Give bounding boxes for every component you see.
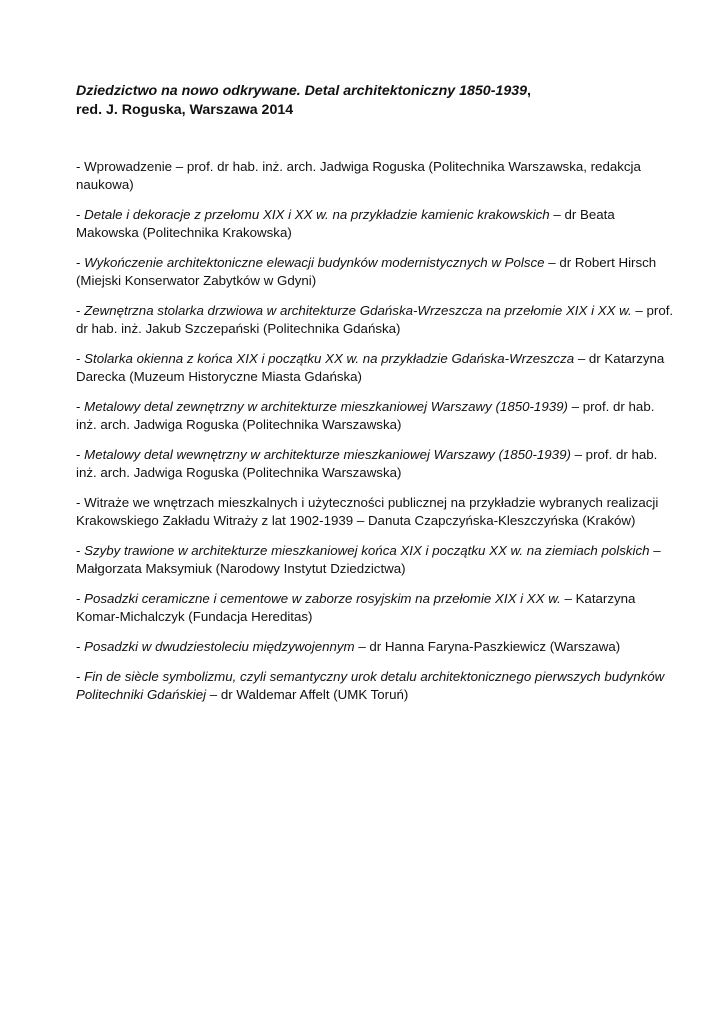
- author-affiliation: – prof. dr hab. inż. arch. Jadwiga Roguska (Politechnika Warszawska): [76, 399, 655, 432]
- list-item: [76, 206, 676, 242]
- list-item: [76, 668, 676, 704]
- work-title: Metalowy detal wewnętrzny w architekturze mieszkaniowej Warszawy (1850-1939): [84, 447, 571, 462]
- list-item: [76, 494, 676, 530]
- work-title: Detale i dekoracje z przełomu XIX i XX w. na przykładzie kamienic krakowskich: [84, 207, 550, 222]
- item-prefix: -: [76, 591, 85, 606]
- item-prefix: -: [76, 399, 85, 414]
- item-prefix: -: [76, 303, 85, 318]
- document-page: [76, 82, 676, 716]
- list-item: [76, 542, 676, 578]
- list-item: [76, 590, 676, 626]
- author-affiliation: – prof. dr hab. inż. arch. Jadwiga Roguska (Politechnika Warszawska, redakcja naukowa): [76, 159, 641, 192]
- book-title: Dziedzictwo na nowo odkrywane. Detal architektoniczny 1850-1939: [76, 83, 527, 99]
- book-title-separator: ,: [527, 83, 531, 99]
- item-prefix: -: [76, 207, 85, 222]
- work-title: Szyby trawione w architekturze mieszkaniowej końca XIX i początku XX w. na ziemiach polskich: [84, 543, 650, 558]
- item-prefix: -: [76, 159, 85, 174]
- author-affiliation: – Danuta Czapczyńska-Kleszczyńska (Kraków): [353, 513, 636, 528]
- item-prefix: -: [76, 447, 85, 462]
- author-affiliation: – Małgorzata Maksymiuk (Narodowy Instytut Dziedzictwa): [76, 543, 661, 576]
- list-item: [76, 350, 676, 386]
- book-editor-line: red. J. Roguska, Warszawa 2014: [76, 102, 294, 118]
- author-affiliation: – Katarzyna Komar-Michalczyk (Fundacja Hereditas): [76, 591, 636, 624]
- work-title: Fin de siècle symbolizmu, czyli semantyczny urok detalu architektonicznego pierwszych budynków Politechniki Gdańskiej: [76, 669, 665, 702]
- table-of-contents: [76, 158, 676, 704]
- list-item: [76, 638, 676, 656]
- item-prefix: -: [76, 495, 85, 510]
- work-title: Posadzki w dwudziestoleciu międzywojennym: [84, 639, 355, 654]
- author-affiliation: – dr Robert Hirsch (Miejski Konserwator Zabytków w Gdyni): [76, 255, 657, 288]
- author-affiliation: – prof. dr hab. inż. Jakub Szczepański (Politechnika Gdańska): [76, 303, 674, 336]
- list-item: [76, 446, 676, 482]
- list-item: [76, 158, 676, 194]
- item-prefix: -: [76, 351, 85, 366]
- work-title: Metalowy detal zewnętrzny w architekturze mieszkaniowej Warszawy (1850-1939): [84, 399, 568, 414]
- item-prefix: -: [76, 639, 85, 654]
- item-prefix: -: [76, 543, 85, 558]
- work-title: Witraże we wnętrzach mieszkalnych i użyteczności publicznej na przykładzie wybranych realizacji Krakowskiego Zakładu Witraży z lat 1902-1939: [76, 495, 659, 528]
- item-prefix: -: [76, 255, 85, 270]
- author-affiliation: – dr Beata Makowska (Politechnika Krakowska): [76, 207, 615, 240]
- list-item: [76, 302, 676, 338]
- author-affiliation: – dr Hanna Faryna-Paszkiewicz (Warszawa): [354, 639, 621, 654]
- author-affiliation: – prof. dr hab. inż. arch. Jadwiga Roguska (Politechnika Warszawska): [76, 447, 658, 480]
- list-item: [76, 398, 676, 434]
- work-title: Zewnętrzna stolarka drzwiowa w architekturze Gdańska-Wrzeszcza na przełomie XIX i XX w.: [84, 303, 632, 318]
- work-title: Posadzki ceramiczne i cementowe w zaborze rosyjskim na przełomie XIX i XX w.: [84, 591, 561, 606]
- work-title: Wprowadzenie: [84, 159, 173, 174]
- list-item: [76, 254, 676, 290]
- author-affiliation: – dr Katarzyna Darecka (Muzeum Historyczne Miasta Gdańska): [76, 351, 665, 384]
- item-prefix: -: [76, 669, 85, 684]
- work-title: Stolarka okienna z końca XIX i początku XX w. na przykładzie Gdańska-Wrzeszcza: [84, 351, 575, 366]
- book-header: [76, 82, 676, 120]
- work-title: Wykończenie architektoniczne elewacji budynków modernistycznych w Polsce: [84, 255, 545, 270]
- author-affiliation: – dr Waldemar Affelt (UMK Toruń): [206, 687, 409, 702]
